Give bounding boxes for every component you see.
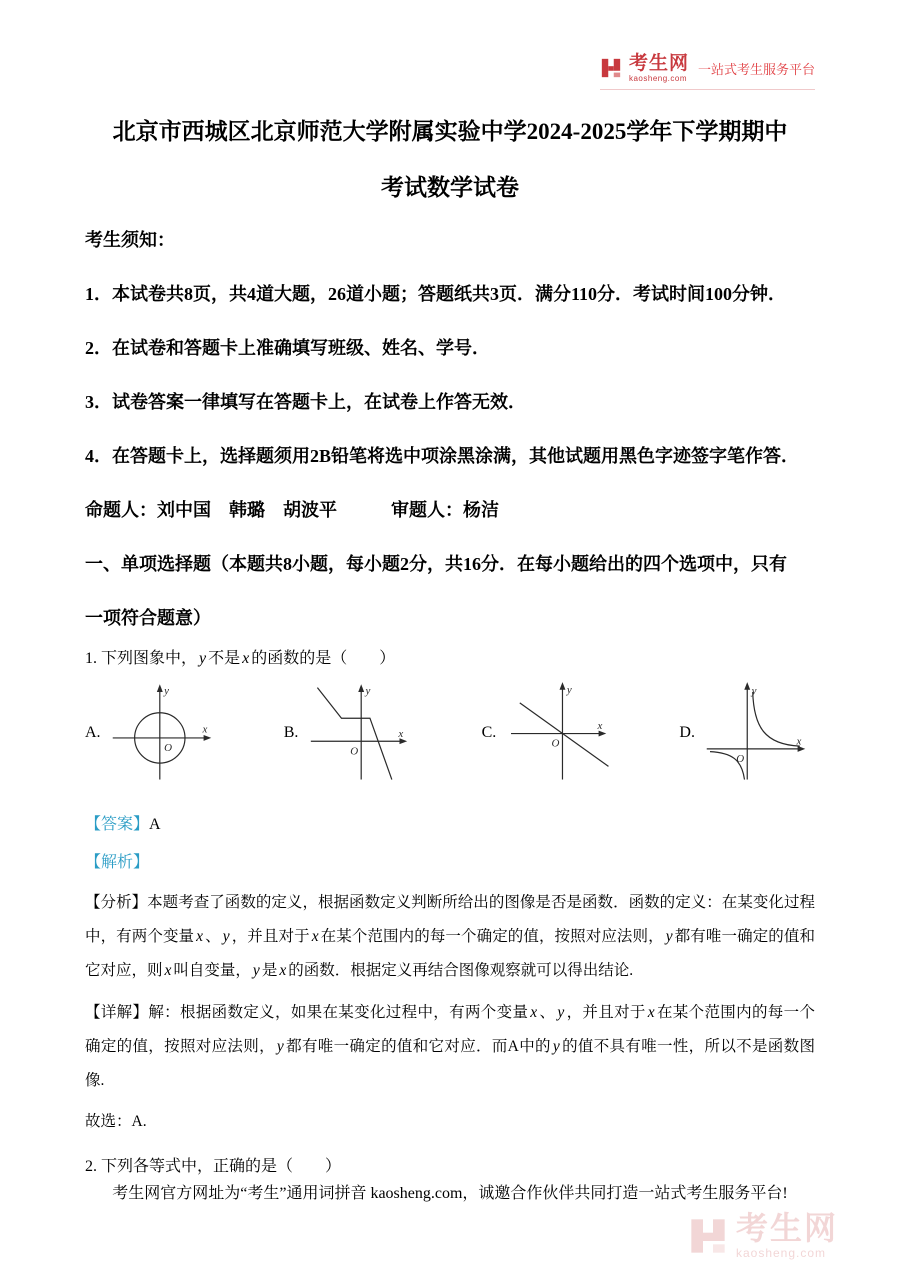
document-title-line2: 考试数学试卷 [381, 175, 519, 200]
y-label: y [365, 685, 371, 698]
x-label: x [597, 720, 603, 733]
option-d[interactable] [679, 681, 815, 785]
header [85, 52, 815, 90]
question1-options-row [85, 680, 815, 786]
hyperbola-branch-right [753, 692, 800, 746]
y-label: y [751, 685, 757, 698]
document-title [85, 104, 815, 216]
y-axis-arrow [359, 684, 365, 692]
piecewise-curve [318, 688, 392, 780]
notice-item-2: 2．在试卷和答题卡上准确填写班级、姓名、学号． [85, 338, 490, 358]
x-axis-arrow [203, 735, 211, 741]
logo-tagline: 一站式考生服务平台 [697, 61, 815, 77]
authors-line: 命题人：刘中国 韩璐 胡波平 审题人：杨洁 [85, 500, 499, 520]
graph-d-hyperbola [697, 681, 815, 785]
notice-item-4: 4．在答题卡上，选择题须用2B铅笔将选中项涂黑涂满，其他试题用黑色字迹签字笔作答． [85, 446, 800, 466]
logo-brand-text: 考生网 [628, 52, 689, 74]
notice-heading: 考生须知： [85, 230, 175, 250]
analysis-tag-line [85, 848, 815, 878]
y-axis-arrow [560, 682, 566, 690]
kaosheng-watermark-icon [688, 1216, 728, 1256]
answer-line [85, 810, 815, 840]
conclusion-line: 故选：A. [85, 1113, 147, 1130]
line-curve [520, 703, 609, 766]
section1-heading-line2: 一项符合题意） [85, 608, 211, 628]
option-a[interactable] [85, 681, 221, 785]
y-label: y [567, 684, 572, 697]
notice-item-3: 3．试卷答案一律填写在答题卡上，在试卷上作答无效． [85, 392, 526, 412]
kaosheng-logo[interactable] [600, 52, 815, 90]
option-b[interactable] [284, 681, 419, 785]
watermark-domain-text: kaosheng.com [735, 1246, 827, 1260]
y-axis-arrow [156, 684, 162, 692]
option-c[interactable] [482, 681, 617, 785]
document-title-line1: 北京市西城区北京师范大学附属实验中学2024-2025学年下学期期中 [112, 119, 788, 144]
x-label: x [796, 735, 802, 748]
x-label: x [202, 723, 207, 736]
graph-b-piecewise [300, 681, 418, 785]
answer-tag: 【答案】 [85, 816, 150, 833]
logo-domain-text: kaosheng.com [628, 73, 687, 83]
kaosheng-watermark [688, 1212, 838, 1259]
option-a-label: A. [85, 724, 101, 741]
analysis-tag: 【解析】 [85, 854, 150, 871]
x-label: x [398, 727, 404, 740]
option-d-label: D. [679, 724, 695, 741]
question1-stem: 1. 下列图象中， y 不是 x 的函数的是（ ） [85, 650, 396, 667]
logo-name-block [629, 54, 689, 83]
origin-label: O [736, 753, 745, 766]
y-axis-arrow [744, 682, 750, 690]
notice-item-1: 1．本试卷共8页，共4道大题，26道小题；答题纸共3页．满分110分．考试时间100分钟． [85, 284, 787, 304]
option-b-label: B. [283, 724, 299, 741]
watermark-text-block [736, 1212, 838, 1259]
section1-heading-line1: 一、单项选择题（本题共8小题，每小题2分，共16分．在每小题给出的四个选项中，只有 [85, 554, 787, 574]
option-c-label: C. [481, 724, 497, 741]
question2-stem: 2. 下列各等式中，正确的是（ ） [85, 1158, 342, 1175]
origin-label: O [551, 737, 560, 750]
y-label: y [163, 685, 169, 698]
watermark-brand-text: 考生网 [735, 1210, 838, 1246]
footer-text: 考生网官方网址为“考生”通用词拼音 kaosheng.com，诚邀合作伙伴共同打造一站式考生服务平台! [112, 1185, 788, 1202]
answer-value: A [149, 816, 161, 833]
detail-paragraph: 【详解】解：根据函数定义，如果在某变化过程中，有两个变量 x 、 y ，并且对于 x 在某个范围内的每一个确定的值，按照对应法则， y 都有唯一确定的值和它对应．而A中的 y 的值不具有唯一性，所以不是函数图像. [85, 1004, 815, 1089]
graph-a-circle [103, 681, 221, 785]
origin-label: O [163, 742, 172, 755]
origin-label: O [350, 745, 359, 758]
graph-c-line [498, 681, 616, 785]
analysis-paragraph: 【分析】本题考查了函数的定义，根据函数定义判断所给出的图像是否是函数．函数的定义：在某变化过程中，有两个变量 x 、 y ，并且对于 x 在某个范围内的每一个确定的值，按照对应法则， y 都有唯一确定的值和它对应，则 x 叫自变量， y 是 x 的函数．根据定义再结合图像观察就可以得出结论. [85, 894, 815, 979]
kaosheng-logo-icon [600, 57, 622, 79]
